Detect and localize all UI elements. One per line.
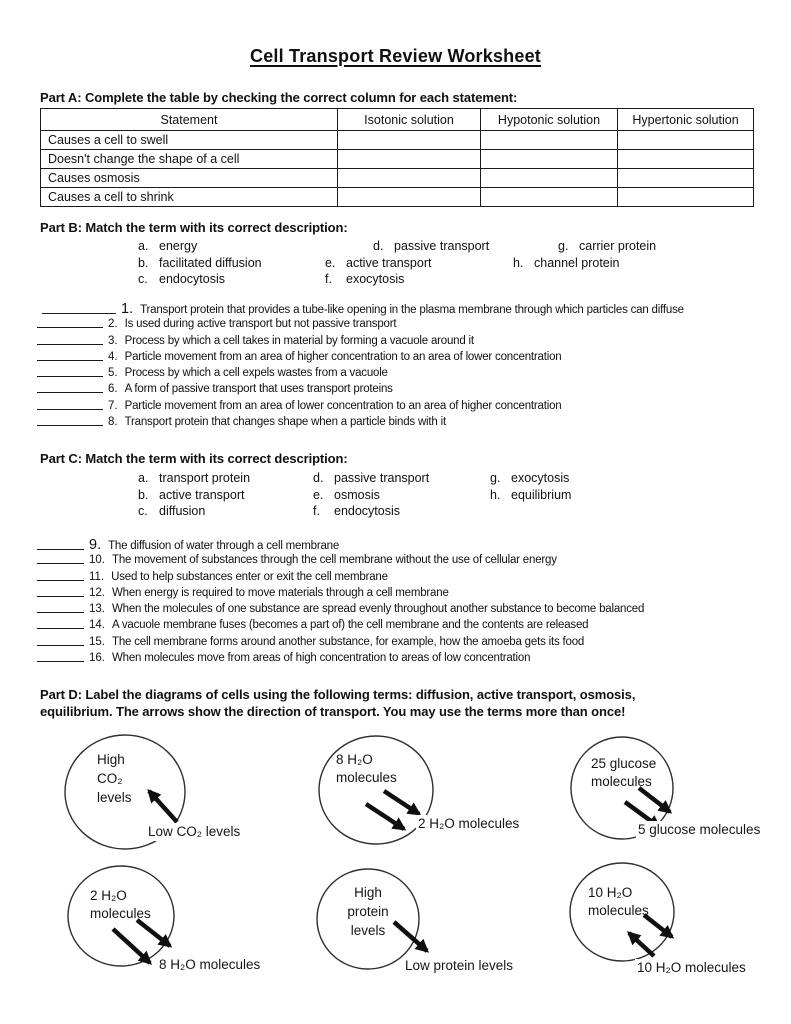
item-text: Process by which a cell expels wastes from a vacuole bbox=[124, 367, 388, 380]
match-item bbox=[37, 570, 644, 586]
item-text: When molecules move from areas of high concentration to areas of low concentration bbox=[112, 652, 531, 665]
item-number: 16. bbox=[89, 652, 105, 665]
match-item bbox=[37, 602, 644, 618]
item-number: 8. bbox=[108, 416, 118, 429]
col-header-statement: Statement bbox=[41, 109, 338, 131]
item-text: The movement of substances through the cell membrane without the use of cellular energy bbox=[112, 554, 557, 567]
item-text: When energy is required to move materials through a cell membrane bbox=[112, 586, 449, 599]
table-row bbox=[41, 131, 754, 150]
term-label: passive transport bbox=[334, 471, 430, 485]
statement-cell: Causes a cell to shrink bbox=[41, 188, 338, 207]
part-b-items bbox=[37, 301, 684, 431]
match-item bbox=[37, 301, 684, 317]
item-text: Particle movement from an area of higher concentration to an area of lower concentration bbox=[124, 350, 562, 363]
cell-diagram-2 bbox=[300, 733, 550, 850]
item-number: 1. bbox=[121, 301, 134, 317]
inside-label: High CO₂ levels bbox=[97, 752, 132, 805]
term-label: exocytosis bbox=[511, 471, 570, 485]
answer-blank[interactable] bbox=[37, 399, 103, 410]
part-c-items bbox=[37, 537, 644, 667]
term-letter: g. bbox=[558, 239, 569, 253]
part-c-heading: Part C: Match the term with its correct description: bbox=[40, 451, 348, 466]
col-header-hypotonic: Hypotonic solution bbox=[481, 109, 618, 131]
term-label: active transport bbox=[346, 256, 432, 270]
item-text: Process by which a cell takes in material by forming a vacuole around it bbox=[124, 334, 474, 347]
statement-cell: Causes osmosis bbox=[41, 169, 338, 188]
answer-blank[interactable] bbox=[37, 635, 84, 646]
term-option-b bbox=[138, 488, 244, 502]
statement-cell: Causes a cell to swell bbox=[41, 131, 338, 150]
part-d-heading-line2: equilibrium. The arrows show the direction of transport. You may use the terms more than once! bbox=[40, 704, 626, 719]
answer-blank[interactable] bbox=[42, 303, 116, 314]
answer-blank[interactable] bbox=[37, 553, 84, 564]
answer-cell[interactable] bbox=[481, 150, 618, 169]
term-option-e bbox=[325, 256, 431, 270]
answer-blank[interactable] bbox=[37, 570, 84, 581]
part-d-heading-line1: Part D: Label the diagrams of cells using the following terms: diffusion, active transport, osmosis, bbox=[40, 687, 636, 702]
part-a-heading: Part A: Complete the table by checking the correct column for each statement: bbox=[40, 90, 518, 105]
answer-cell[interactable] bbox=[338, 131, 481, 150]
term-letter: e. bbox=[313, 488, 324, 502]
term-label: energy bbox=[159, 239, 198, 253]
term-option-a bbox=[138, 471, 250, 485]
term-label: transport protein bbox=[159, 471, 251, 485]
term-label: carrier protein bbox=[579, 239, 657, 253]
match-item bbox=[37, 537, 644, 553]
item-text: Transport protein that provides a tube-like opening in the plasma membrane through which particles can diffuse bbox=[140, 304, 684, 316]
term-option-f bbox=[325, 272, 404, 286]
item-text: When the molecules of one substance are spread evenly throughout another substance to become balanced bbox=[112, 603, 645, 616]
col-header-hypertonic: Hypertonic solution bbox=[618, 109, 754, 131]
answer-blank[interactable] bbox=[37, 382, 103, 393]
term-letter: f. bbox=[313, 504, 320, 518]
term-letter: c. bbox=[138, 272, 148, 286]
term-label: facilitated diffusion bbox=[159, 256, 262, 270]
cell-diagram-4 bbox=[50, 863, 290, 985]
item-number: 12. bbox=[89, 586, 105, 599]
answer-blank[interactable] bbox=[37, 334, 103, 345]
term-option-e bbox=[313, 488, 380, 502]
term-letter: h. bbox=[490, 488, 501, 502]
term-option-a bbox=[138, 239, 197, 253]
answer-blank[interactable] bbox=[37, 586, 84, 597]
outside-label: Low CO₂ levels bbox=[148, 824, 241, 839]
term-option-g bbox=[558, 239, 656, 253]
term-label: endocytosis bbox=[334, 504, 401, 518]
table-row bbox=[41, 188, 754, 207]
term-label: diffusion bbox=[159, 504, 206, 518]
match-item bbox=[37, 317, 684, 333]
item-text: A vacuole membrane fuses (becomes a part of) the cell membrane and the contents are released bbox=[112, 619, 589, 632]
answer-cell[interactable] bbox=[481, 188, 618, 207]
answer-cell[interactable] bbox=[618, 188, 754, 207]
answer-blank[interactable] bbox=[37, 602, 84, 613]
transport-arrow-out bbox=[113, 929, 150, 963]
item-number: 15. bbox=[89, 635, 105, 648]
answer-cell[interactable] bbox=[618, 169, 754, 188]
term-letter: c. bbox=[138, 504, 148, 518]
col-header-isotonic: Isotonic solution bbox=[338, 109, 481, 131]
item-number: 9. bbox=[89, 537, 102, 553]
term-letter: e. bbox=[325, 256, 336, 270]
item-text: The cell membrane forms around another substance, for example, how the amoeba gets its food bbox=[112, 635, 585, 648]
outside-label: 5 glucose molecules bbox=[638, 822, 761, 837]
outside-label: 10 H₂O molecules bbox=[637, 960, 746, 975]
transport-arrow-in bbox=[629, 933, 654, 956]
item-number: 7. bbox=[108, 399, 118, 412]
term-letter: b. bbox=[138, 256, 149, 270]
item-number: 10. bbox=[89, 554, 105, 567]
item-text: The diffusion of water through a cell membrane bbox=[108, 540, 340, 552]
item-number: 6. bbox=[108, 383, 118, 396]
cell-diagram-3 bbox=[560, 733, 791, 850]
transport-arrow-out bbox=[366, 804, 404, 829]
answer-blank[interactable] bbox=[37, 350, 103, 361]
match-item bbox=[37, 382, 684, 398]
term-letter: a. bbox=[138, 471, 149, 485]
worksheet-title: Cell Transport Review Worksheet bbox=[250, 46, 541, 66]
match-item bbox=[37, 635, 644, 651]
item-number: 11. bbox=[89, 570, 105, 583]
term-label: passive transport bbox=[394, 239, 490, 253]
answer-blank[interactable] bbox=[37, 366, 103, 377]
answer-blank[interactable] bbox=[37, 415, 103, 426]
inside-label: 10 H₂O molecules bbox=[588, 885, 649, 918]
answer-blank[interactable] bbox=[37, 651, 84, 662]
answer-blank[interactable] bbox=[37, 317, 103, 328]
term-option-h bbox=[513, 256, 619, 270]
table-header-row bbox=[41, 109, 754, 131]
transport-arrow-in bbox=[149, 791, 177, 822]
part-b-heading: Part B: Match the term with its correct description: bbox=[40, 220, 348, 235]
inside-label: 25 glucose molecules bbox=[591, 756, 657, 789]
term-label: exocytosis bbox=[346, 272, 405, 286]
item-text: A form of passive transport that uses transport proteins bbox=[124, 383, 393, 396]
term-label: osmosis bbox=[334, 488, 380, 502]
term-option-f bbox=[313, 504, 400, 518]
answer-cell[interactable] bbox=[338, 169, 481, 188]
transport-arrow-out bbox=[639, 788, 670, 812]
item-text: Used to help substances enter or exit the cell membrane bbox=[111, 570, 388, 583]
answer-cell[interactable] bbox=[481, 131, 618, 150]
match-item bbox=[37, 553, 644, 569]
match-item bbox=[37, 651, 644, 667]
match-item bbox=[37, 415, 684, 431]
term-option-d bbox=[313, 471, 429, 485]
item-text: Particle movement from an area of lower concentration to an area of higher concentration bbox=[124, 399, 562, 412]
match-item bbox=[37, 399, 684, 415]
item-number: 5. bbox=[108, 367, 118, 380]
answer-cell[interactable] bbox=[618, 150, 754, 169]
outside-label: 8 H₂O molecules bbox=[159, 957, 261, 972]
inside-label: High protein levels bbox=[347, 885, 389, 938]
answer-cell[interactable] bbox=[618, 131, 754, 150]
table-row bbox=[41, 169, 754, 188]
term-letter: d. bbox=[313, 471, 324, 485]
match-item bbox=[37, 618, 644, 634]
transport-arrow-out bbox=[384, 791, 419, 814]
item-number: 13. bbox=[89, 603, 105, 616]
term-letter: f. bbox=[325, 272, 332, 286]
statement-cell: Doesn't change the shape of a cell bbox=[41, 150, 338, 169]
match-item bbox=[37, 366, 684, 382]
outside-label: 2 H₂O molecules bbox=[418, 816, 520, 831]
table-row bbox=[41, 150, 754, 169]
term-option-b bbox=[138, 256, 262, 270]
term-letter: b. bbox=[138, 488, 149, 502]
term-label: equilibrium bbox=[511, 488, 572, 502]
match-item bbox=[37, 334, 684, 350]
item-number: 3. bbox=[108, 334, 118, 347]
term-option-d bbox=[373, 239, 489, 253]
item-text: Is used during active transport but not passive transport bbox=[124, 318, 397, 331]
transport-arrow-out bbox=[137, 920, 170, 946]
outside-label: Low protein levels bbox=[405, 958, 514, 973]
answer-blank[interactable] bbox=[37, 618, 84, 629]
term-letter: a. bbox=[138, 239, 149, 253]
cell-diagram-1 bbox=[40, 730, 290, 855]
term-option-g bbox=[490, 471, 569, 485]
item-number: 14. bbox=[89, 619, 105, 632]
item-text: Transport protein that changes shape when a particle binds with it bbox=[124, 416, 446, 429]
term-option-h bbox=[490, 488, 571, 502]
statements-table bbox=[40, 108, 754, 207]
item-number: 4. bbox=[108, 350, 118, 363]
cell-diagram-6 bbox=[560, 860, 791, 988]
term-option-c bbox=[138, 504, 205, 518]
inside-label: 8 H₂O molecules bbox=[336, 752, 397, 785]
answer-cell[interactable] bbox=[338, 188, 481, 207]
item-number: 2. bbox=[108, 318, 118, 331]
term-letter: g. bbox=[490, 471, 501, 485]
term-label: active transport bbox=[159, 488, 245, 502]
term-label: channel protein bbox=[534, 256, 620, 270]
answer-cell[interactable] bbox=[338, 150, 481, 169]
match-item bbox=[37, 586, 644, 602]
inside-label: 2 H₂O molecules bbox=[90, 888, 151, 921]
term-label: endocytosis bbox=[159, 272, 226, 286]
term-option-c bbox=[138, 272, 225, 286]
answer-blank[interactable] bbox=[37, 539, 84, 550]
match-item bbox=[37, 350, 684, 366]
term-letter: h. bbox=[513, 256, 524, 270]
cell-diagram-5 bbox=[300, 863, 545, 985]
answer-cell[interactable] bbox=[481, 169, 618, 188]
term-letter: d. bbox=[373, 239, 384, 253]
